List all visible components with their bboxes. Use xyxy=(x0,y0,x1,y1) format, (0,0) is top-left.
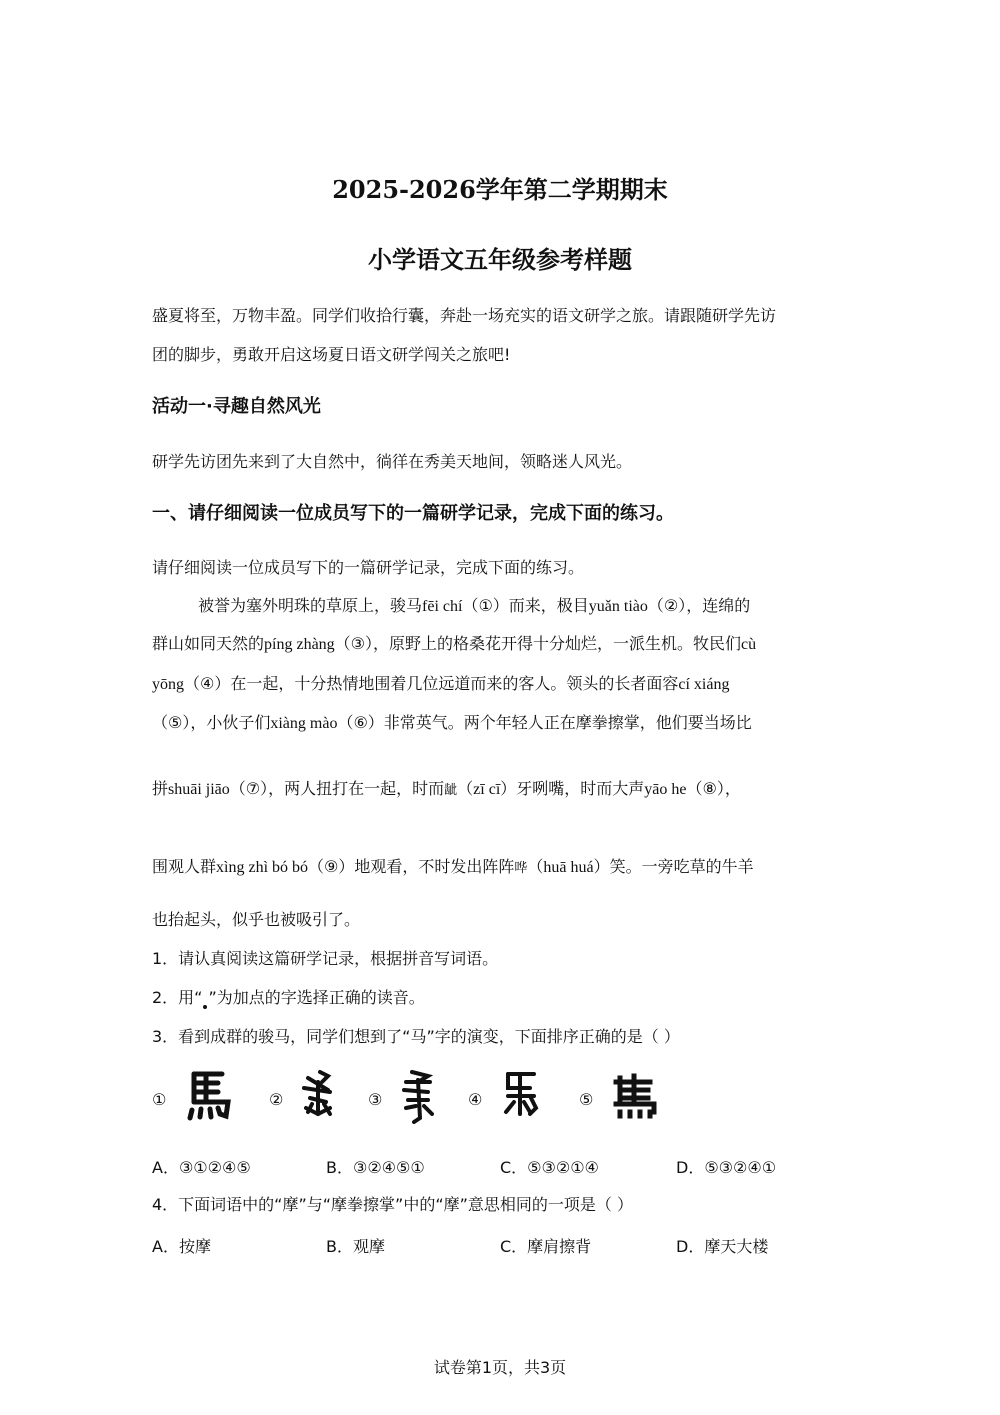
glyph-label: ③ xyxy=(368,1090,383,1109)
intro-line2: 团的脚步，勇敢开启这场夏日语文研学闯关之旅吧! xyxy=(152,345,511,364)
glyph-label: ② xyxy=(269,1090,284,1109)
section-sub: 请仔细阅读一位成员写下的一篇研学记录，完成下面的练习。 xyxy=(152,558,585,577)
pinyin: cù xyxy=(741,636,757,653)
passage-line7: 也抬起头，似乎也被吸引了。 xyxy=(152,910,361,929)
q3-option-d[interactable]: D．⑤③②④① xyxy=(676,1158,777,1177)
pinyin: xiàng mào xyxy=(270,715,338,732)
activity-desc: 研学先访团先来到了大自然中，徜徉在秀美天地间，领略迷人风光。 xyxy=(152,452,633,471)
exam-title-line1: 2025-2026学年第二学期期末 xyxy=(332,175,668,204)
q3-option-a[interactable]: A．③①②④⑤ xyxy=(152,1158,251,1177)
q4-option-b[interactable]: B．观摩 xyxy=(326,1237,385,1256)
passage-line5: 拼shuāi jiāo（⑦），两人扭打在一起，时而龇（zī cī）牙咧嘴，时而大声yāo he（⑧）， xyxy=(152,779,741,798)
passage-line2: 群山如同天然的píng zhàng（③），原野上的格桑花开得十分灿烂，一派生机。牧民们cù xyxy=(152,634,757,653)
pinyin: xìng zhì bó bó xyxy=(216,859,309,876)
pinyin: shuāi jiāo xyxy=(168,781,230,798)
page-footer: 试卷第1页，共3页 xyxy=(433,1358,567,1377)
activity-title: 活动一·寻趣自然风光 xyxy=(152,396,321,417)
q4-option-c[interactable]: C．摩肩擦背 xyxy=(500,1237,592,1256)
question-2: 2．用“ ”为加点的字选择正确的读音。 xyxy=(152,988,425,1007)
pinyin: zī cī xyxy=(473,781,501,798)
pinyin: cí xiáng xyxy=(678,676,730,693)
glyph-label: ⑤ xyxy=(579,1090,594,1109)
pinyin: píng zhàng xyxy=(264,636,335,653)
question-4: 4．下面词语中的“摩”与“摩拳擦掌”中的“摩”意思相同的一项是（ ） xyxy=(152,1195,634,1214)
pinyin: yuǎn tiào xyxy=(588,598,648,615)
q4-option-a[interactable]: A．按摩 xyxy=(152,1237,211,1256)
passage-line3: yōng（④）在一起，十分热情地围着几位远道而来的客人。领头的长者面容cí xiáng xyxy=(152,674,730,693)
horse-bronze-glyph-icon xyxy=(398,1068,438,1124)
question-1: 1．请认真阅读这篇研学记录，根据拼音写词语。 xyxy=(152,949,499,968)
pinyin: huā huá xyxy=(543,859,594,876)
glyph-label: ① xyxy=(152,1090,167,1109)
q3-option-b[interactable]: B．③②④⑤① xyxy=(326,1158,425,1177)
emphasis-dot-icon xyxy=(203,1005,207,1009)
pinyin: yōng xyxy=(152,676,184,693)
passage-line4: （⑤），小伙子们xiàng mào（⑥）非常英气。两个年轻人正在摩拳擦掌，他们要当场比 xyxy=(152,713,752,732)
question-3: 3．看到成群的骏马，同学们想到了“马”字的演变，下面排序正确的是（ ） xyxy=(152,1027,680,1046)
section-heading: 一、请仔细阅读一位成员写下的一篇研学记录，完成下面的练习。 xyxy=(152,503,674,524)
pinyin: yāo he xyxy=(644,781,687,798)
passage-line1: 被誉为塞外明珠的草原上，骏马fēi chí（①）而来，极目yuǎn tiào（②），连绵的 xyxy=(198,596,751,615)
dotted-char: 哗 xyxy=(514,861,528,876)
q3-option-c[interactable]: C．⑤③②①④ xyxy=(500,1158,599,1177)
intro-line1: 盛夏将至，万物丰盈。同学们收拾行囊，奔赴一场充实的语文研学之旅。请跟随研学先访 xyxy=(152,306,777,325)
horse-seal-glyph-icon xyxy=(500,1068,542,1120)
horse-glyph-row xyxy=(152,1068,692,1128)
q4-option-d[interactable]: D．摩天大楼 xyxy=(676,1237,769,1256)
passage-line6: 围观人群xìng zhì bó bó（⑨）地观看，不时发出阵阵哗（huā huá）笑。一旁吃草的牛羊 xyxy=(152,857,754,876)
dotted-char: 龇 xyxy=(444,783,458,798)
horse-regular-script-glyph-icon xyxy=(184,1068,236,1124)
glyph-label: ④ xyxy=(468,1090,483,1109)
pinyin: fēi chí xyxy=(422,598,463,615)
horse-clerical-glyph-icon xyxy=(610,1068,660,1122)
exam-title-line2: 小学语文五年级参考样题 xyxy=(368,245,632,274)
horse-oracle-glyph-icon xyxy=(298,1068,338,1122)
